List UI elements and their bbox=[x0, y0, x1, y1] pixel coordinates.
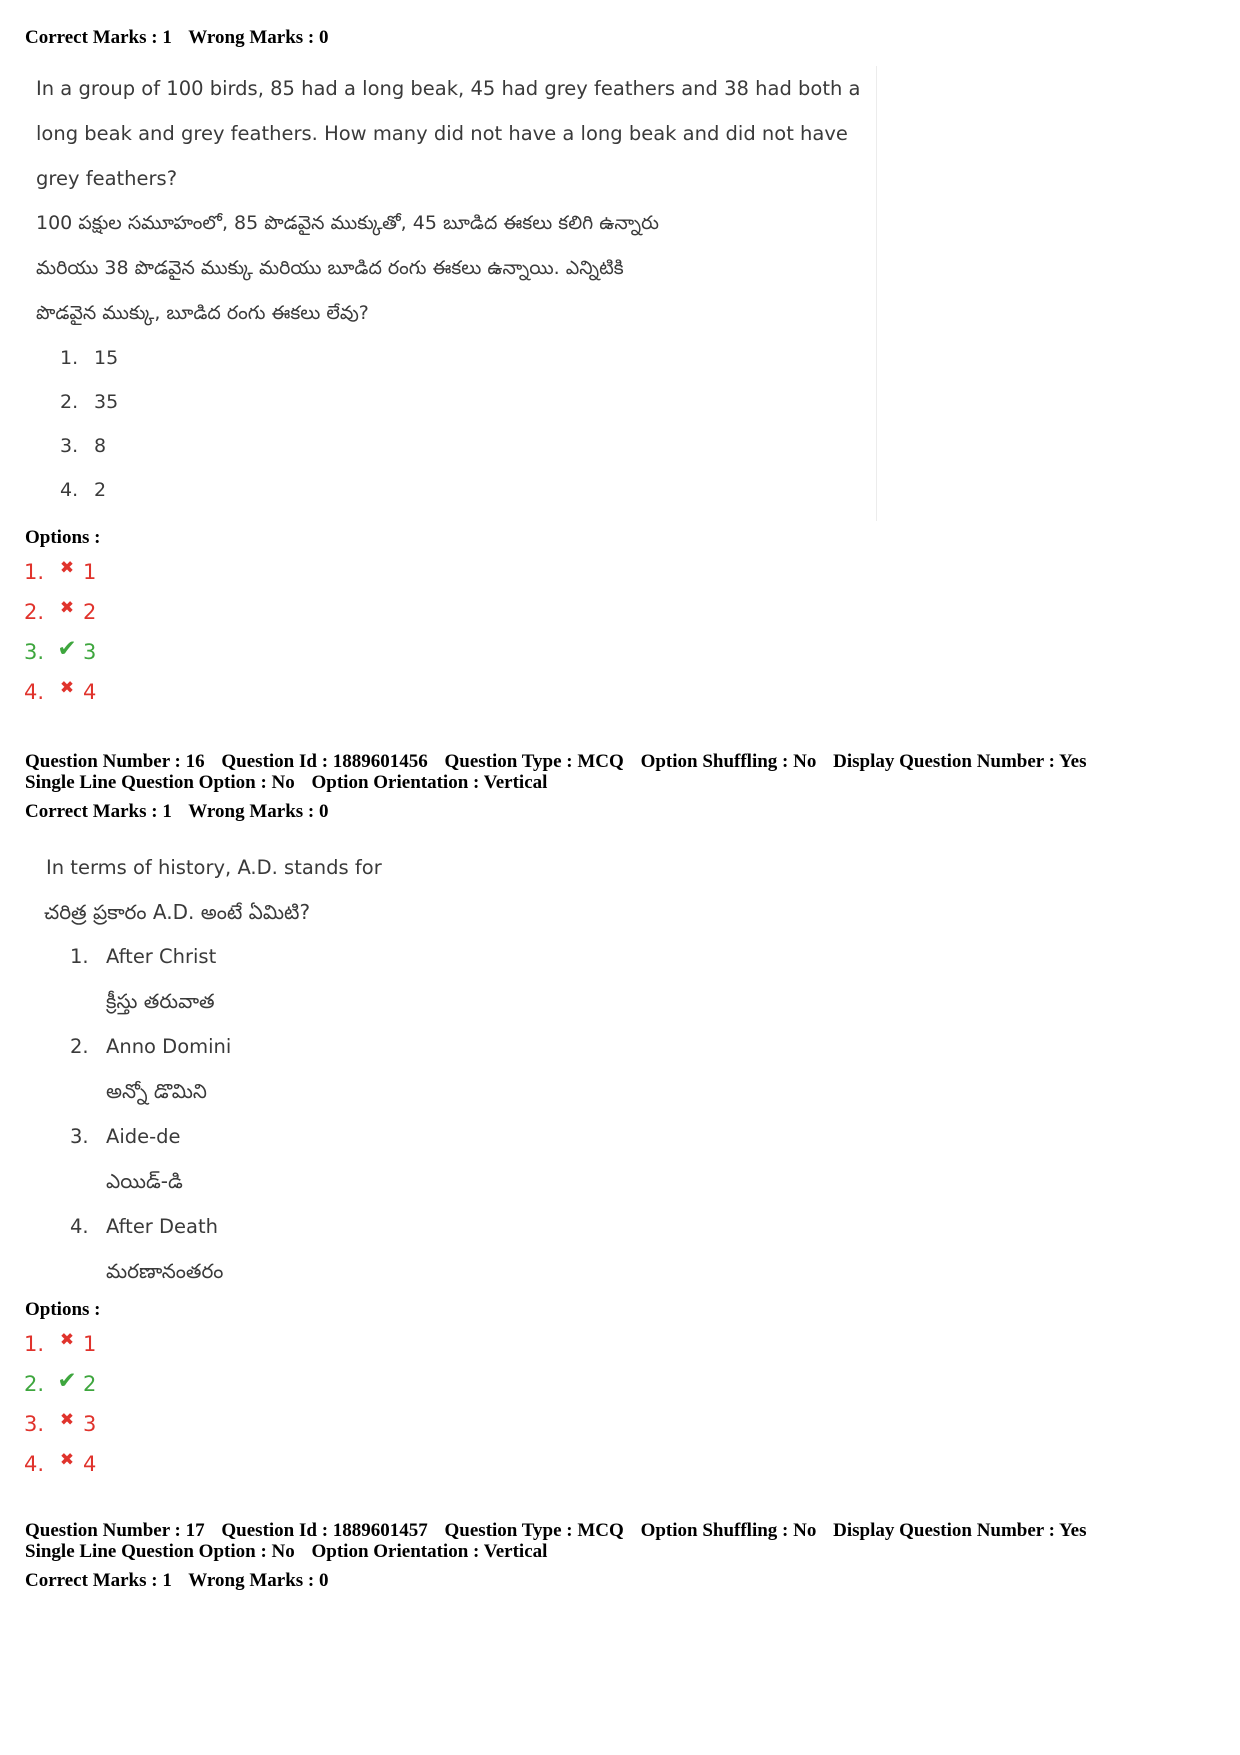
correct-marks: Correct Marks : 1 bbox=[25, 27, 172, 48]
q15-question-te-line: పొడవైన ముక్కు, బూడిద రంగు ఈకలు లేవు? bbox=[36, 302, 369, 324]
q15-question-en-line: grey feathers? bbox=[36, 167, 178, 190]
q15-question-en-line: In a group of 100 birds, 85 had a long beak, 45 had grey feathers and 38 had both a bbox=[36, 77, 861, 100]
q16-meta-line-1 bbox=[25, 751, 1086, 772]
q16-meta-line-2 bbox=[25, 772, 547, 793]
correct-marks: Correct Marks : 1 bbox=[25, 801, 172, 822]
cross-icon: ✖ bbox=[59, 1410, 75, 1430]
q16-answer-choice-te: అన్నో డొమిని bbox=[106, 1079, 207, 1103]
q15-option-4: 4. ✖ 4 bbox=[24, 677, 96, 707]
q15-option-3: 3. ✔ 3 bbox=[24, 636, 97, 664]
q16-option-3: 3. ✖ 3 bbox=[24, 1409, 96, 1439]
q17-meta-line-2 bbox=[25, 1541, 547, 1562]
question-id: Question Id : 1889601456 bbox=[221, 751, 428, 772]
cross-icon: ✖ bbox=[59, 558, 75, 578]
question-type: Question Type : MCQ bbox=[444, 1520, 624, 1541]
q15-options-label: Options : bbox=[25, 527, 101, 548]
cross-icon: ✖ bbox=[59, 678, 75, 698]
q16-question-te: చరిత్ర ప్రకారం A.D. అంటే ఏమిటి? bbox=[44, 900, 311, 924]
display-question-number: Display Question Number : Yes bbox=[833, 1520, 1087, 1541]
q16-answer-choice: 2. Anno Domini bbox=[70, 1035, 232, 1058]
q16-option-4: 4. ✖ 4 bbox=[24, 1449, 96, 1479]
q15-answer-choice: 1. 15 bbox=[60, 347, 119, 369]
q15-question-image bbox=[36, 66, 877, 521]
q15-option-2: 2. ✖ 2 bbox=[24, 597, 96, 627]
q16-option-2: 2. ✔ 2 bbox=[24, 1368, 97, 1396]
wrong-marks: Wrong Marks : 0 bbox=[188, 801, 329, 822]
q16-options-label: Options : bbox=[25, 1299, 101, 1320]
check-icon: ✔ bbox=[57, 636, 77, 662]
q15-answer-choice: 3. 8 bbox=[60, 435, 107, 457]
question-number: Question Number : 16 bbox=[25, 751, 205, 772]
option-orientation: Option Orientation : Vertical bbox=[311, 1541, 548, 1562]
q15-answer-choice: 4. 2 bbox=[60, 479, 107, 501]
q16-answer-choice-te: క్రీస్తు తరువాత bbox=[106, 989, 215, 1013]
q15-question-te-line: మరియు 38 పొడవైన ముక్కు మరియు బూడిద రంగు ఈకలు ఉన్నాయి. ఎన్నిటికి bbox=[36, 257, 624, 279]
cross-icon: ✖ bbox=[59, 1450, 75, 1470]
wrong-marks: Wrong Marks : 0 bbox=[188, 1570, 329, 1591]
question-number: Question Number : 17 bbox=[25, 1520, 205, 1541]
q15-question-te-line: 100 పక్షుల సమూహంలో, 85 పొడవైన ముక్కుతో, 45 బూడిద ఈకలు కలిగి ఉన్నారు bbox=[36, 212, 659, 234]
wrong-marks: Wrong Marks : 0 bbox=[188, 27, 329, 48]
q16-answer-choice: 4. After Death bbox=[70, 1215, 218, 1238]
display-question-number: Display Question Number : Yes bbox=[833, 751, 1087, 772]
correct-marks: Correct Marks : 1 bbox=[25, 1570, 172, 1591]
question-id: Question Id : 1889601457 bbox=[221, 1520, 428, 1541]
q17-meta-line-1 bbox=[25, 1520, 1086, 1541]
cross-icon: ✖ bbox=[59, 598, 75, 618]
q15-option-1: 1. ✖ 1 bbox=[24, 557, 96, 587]
question-type: Question Type : MCQ bbox=[444, 751, 624, 772]
q16-answer-choice-te: ఎయిడ్-డి bbox=[106, 1169, 183, 1193]
q16-option-1: 1. ✖ 1 bbox=[24, 1329, 96, 1359]
q15-answer-choice: 2. 35 bbox=[60, 391, 119, 413]
q16-question-image bbox=[44, 845, 544, 1290]
q15-question-en-line: long beak and grey feathers. How many did not have a long beak and did not have bbox=[36, 122, 848, 145]
q15-marks bbox=[25, 27, 328, 48]
q16-marks bbox=[25, 801, 328, 822]
option-orientation: Option Orientation : Vertical bbox=[311, 772, 548, 793]
single-line-option: Single Line Question Option : No bbox=[25, 772, 295, 793]
q16-answer-choice: 1. After Christ bbox=[70, 945, 217, 968]
cross-icon: ✖ bbox=[59, 1330, 75, 1350]
single-line-option: Single Line Question Option : No bbox=[25, 1541, 295, 1562]
q16-answer-choice-te: మరణానంతరం bbox=[106, 1259, 224, 1283]
option-shuffling: Option Shuffling : No bbox=[640, 751, 817, 772]
q16-question-en: In terms of history, A.D. stands for bbox=[46, 856, 382, 879]
option-shuffling: Option Shuffling : No bbox=[640, 1520, 817, 1541]
check-icon: ✔ bbox=[57, 1368, 77, 1394]
q16-answer-choice: 3. Aide-de bbox=[70, 1125, 181, 1148]
q17-marks bbox=[25, 1570, 328, 1591]
